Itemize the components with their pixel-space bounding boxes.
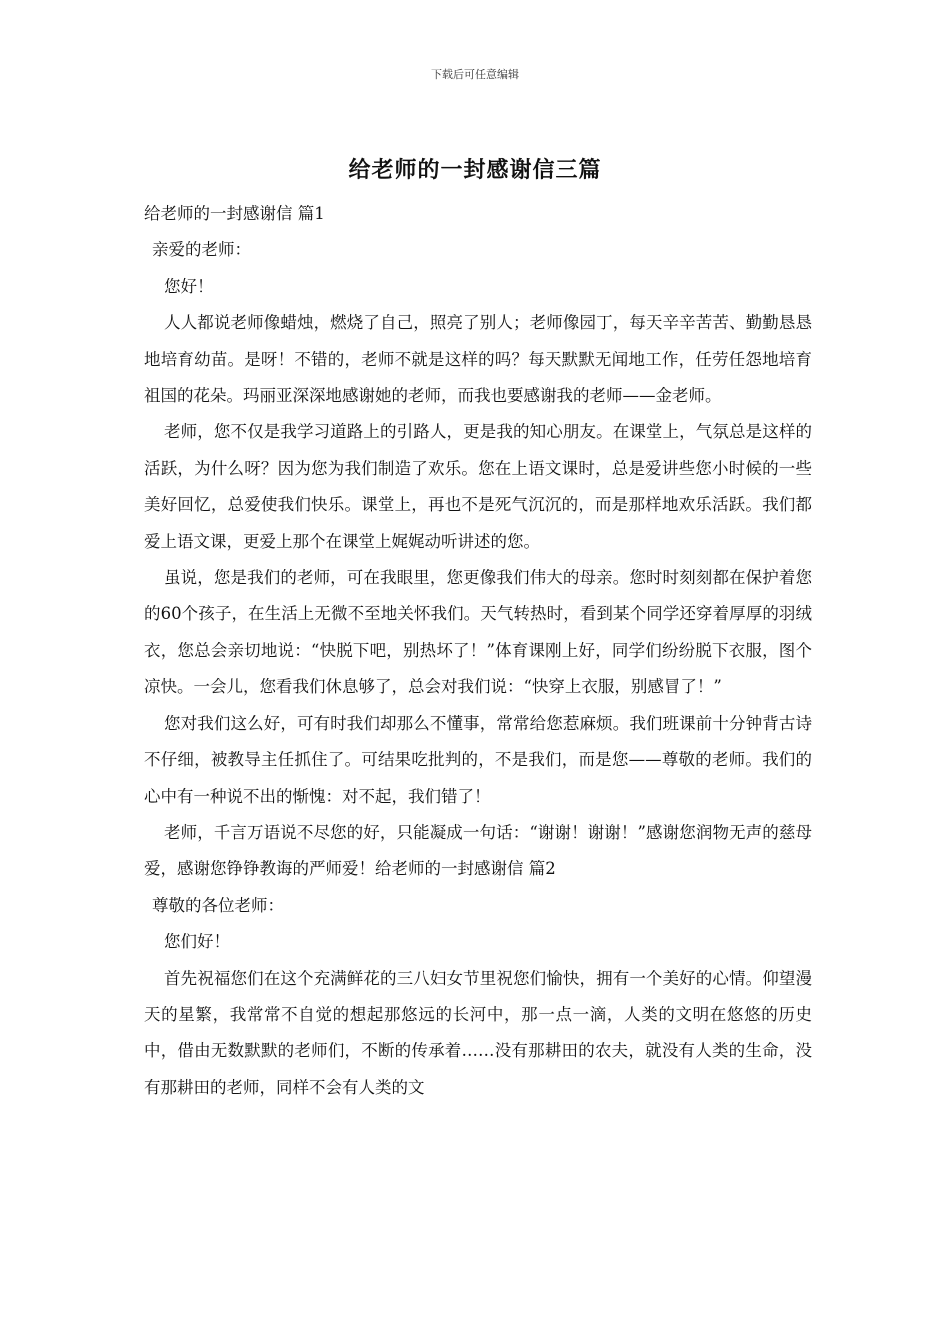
letter1-paragraph-3: 虽说，您是我们的老师，可在我眼里，您更像我们伟大的母亲。您时时刻刻都在保护着您的60个孩子，在生活上无微不至地关怀我们。天气转热时，看到某个同学还穿着厚厚的羽绒衣，您总会亲切地说：“快脱下吧，别热坏了！”体育课刚上好，同学们纷纷脱下衣服，图个凉快。一会儿，您看我们休息够了，总会对我们说：“快穿上衣服，别感冒了！” [144, 568, 812, 697]
letter2-salutation: 尊敬的各位老师： [152, 895, 284, 915]
letter1-paragraph-1: 人人都说老师像蜡烛，燃烧了自己，照亮了别人；老师像园丁，每天辛辛苦苦、勤勤恳恳地培育幼苗。是呀！不错的，老师不就是这样的吗？每天默默无闻地工作，任劳任怨地培育祖国的花朵。玛丽亚深深地感谢她的老师，而我也要感谢我的老师——金老师。 [144, 313, 812, 406]
page-header-note: 下载后可任意编辑 [431, 68, 519, 81]
letter1-greeting: 您好！ [164, 276, 214, 296]
letter1-paragraph-4: 您对我们这么好，可有时我们却那么不懂事，常常给您惹麻烦。我们班课前十分钟背古诗不仔细，被教导主任抓住了。可结果吃批判的，不是我们，而是您——尊敬的老师。我们的心中有一种说不出的惭愧：对不起，我们错了！ [144, 713, 812, 806]
letter1-salutation: 亲爱的老师： [152, 240, 251, 260]
letter2-greeting: 您们好！ [164, 932, 230, 952]
document-title: 给老师的一封感谢信三篇 [348, 157, 602, 183]
letter1-heading: 给老师的一封感谢信 篇1 [144, 204, 325, 223]
letter1-paragraph-5: 老师，千言万语说不尽您的好，只能凝成一句话：“谢谢！谢谢！”感谢您润物无声的慈母爱，感谢您铮铮教诲的严师爱！给老师的一封感谢信 篇2 [144, 822, 812, 879]
letter2-paragraph-1: 首先祝福您们在这个充满鲜花的三八妇女节里祝您们愉快，拥有一个美好的心情。仰望漫天的星繁，我常常不自觉的想起那悠远的长河中，那一点一滴，人类的文明在悠悠的历史中，借由无数默默的老师们，不断的传承着……没有那耕田的农夫，就没有人类的生命，没有那耕田的老师，同样不会有人类的文 [144, 968, 812, 1097]
letter1-paragraph-2: 老师，您不仅是我学习道路上的引路人，更是我的知心朋友。在课堂上，气氛总是这样的活跃，为什么呀？因为您为我们制造了欢乐。您在上语文课时，总是爱讲些您小时候的一些美好回忆，总爱使我们快乐。课堂上，再也不是死气沉沉的，而是那样地欢乐活跃。我们都爱上语文课，更爱上那个在课堂上娓娓动听讲述的您。 [144, 422, 812, 551]
document-body [144, 196, 812, 1106]
